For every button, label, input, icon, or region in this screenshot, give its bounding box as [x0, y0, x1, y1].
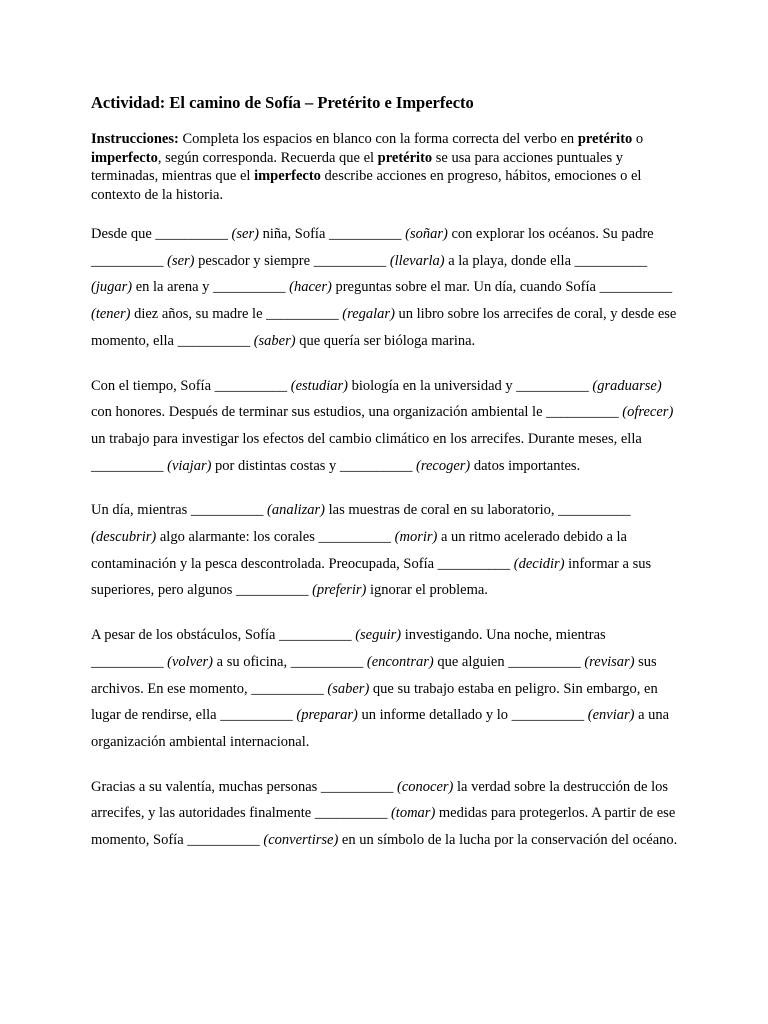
instructions-text: describe acciones en progreso, hábitos, emociones o el contexto de la historia.	[91, 168, 642, 203]
story-paragraph	[91, 497, 681, 604]
answer-blank[interactable]: __________	[251, 680, 324, 697]
verb-hint: (saber)	[327, 680, 370, 697]
story-text: sus archivos. En ese momento,	[91, 653, 657, 697]
story-text: niña, Sofía	[258, 226, 330, 242]
story-paragraph	[91, 373, 681, 480]
instructions-text: se usa para acciones puntuales y terminadas, mientras que el	[91, 149, 623, 184]
story-paragraph	[91, 774, 681, 854]
instructions-text: , según corresponda. Recuerda que el	[157, 149, 378, 166]
verb-hint: (tener)	[91, 306, 131, 323]
story-text: investigando. Una noche, mientras	[401, 627, 606, 644]
story-text: que su trabajo estaba en peligro. Sin embargo, en lugar de rendirse, ella	[91, 680, 658, 724]
story-text: un informe detallado y lo	[357, 707, 512, 724]
story-text: Con el tiempo, Sofía	[91, 377, 215, 394]
verb-hint: (analizar)	[267, 502, 325, 519]
story-text: biología en la universidad y	[347, 377, 517, 394]
answer-blank[interactable]: __________	[320, 778, 394, 795]
answer-blank[interactable]: __________	[187, 832, 260, 849]
worksheet-page	[91, 92, 681, 854]
story-paragraph	[91, 622, 681, 756]
instructions-keyword: imperfecto	[254, 168, 321, 184]
answer-blank[interactable]: __________	[91, 653, 164, 670]
page-title: Actividad: El camino de Sofía – Pretérito e Imperfecto	[91, 93, 474, 112]
story-text: algo alarmante: los corales	[156, 529, 319, 546]
verb-hint: (decidir)	[513, 555, 565, 572]
answer-blank[interactable]: __________	[339, 457, 413, 474]
story-text: ignorar el problema.	[366, 582, 488, 599]
answer-blank[interactable]: __________	[558, 502, 631, 519]
instructions	[91, 130, 681, 204]
story-text: Gracias a su valentía, muchas personas	[91, 778, 321, 795]
answer-blank[interactable]: __________	[91, 457, 164, 474]
verb-hint: (tomar)	[390, 805, 436, 822]
story-text: preguntas sobre el mar. Un día, cuando Sofía	[331, 279, 600, 296]
instructions-label: Instrucciones:	[91, 131, 179, 147]
verb-hint: (conocer)	[397, 778, 454, 795]
answer-blank[interactable]: __________	[177, 332, 251, 349]
instructions-keyword: pretérito	[377, 149, 433, 166]
verb-hint: (preparar)	[296, 707, 358, 724]
story-text: un trabajo para investigar los efectos del cambio climático en los arrecifes. Durante meses, ella	[91, 430, 642, 447]
answer-blank[interactable]: __________	[155, 226, 228, 242]
verb-hint: (regalar)	[342, 306, 395, 323]
verb-hint: (preferir)	[312, 582, 367, 599]
verb-hint: (morir)	[394, 529, 438, 546]
verb-hint: (ofrecer)	[622, 404, 674, 421]
verb-hint: (hacer)	[289, 279, 332, 296]
answer-blank[interactable]: __________	[91, 252, 164, 269]
answer-blank[interactable]: __________	[235, 582, 309, 599]
verb-hint: (revisar)	[584, 653, 635, 670]
verb-hint: (saber)	[253, 332, 296, 349]
verb-hint: (seguir)	[355, 627, 402, 644]
answer-blank[interactable]: __________	[546, 404, 619, 421]
story-text: a la playa, donde ella	[444, 252, 575, 269]
story-text: Desde que	[91, 226, 156, 242]
story-text: a un ritmo acelerado debido a la contaminación y la pesca descontrolada. Preocupada, Sofía	[91, 529, 627, 572]
story-body	[91, 221, 681, 854]
verb-hint: (ser)	[231, 226, 259, 242]
instructions-keyword: pretérito	[577, 131, 633, 147]
story-text: en la arena y	[132, 279, 214, 296]
answer-blank[interactable]: __________	[213, 279, 286, 296]
answer-blank[interactable]: __________	[329, 226, 402, 242]
answer-blank[interactable]: __________	[516, 377, 589, 394]
story-paragraph	[91, 221, 681, 355]
answer-blank[interactable]: __________	[266, 306, 339, 323]
answer-blank[interactable]: __________	[279, 627, 352, 644]
verb-hint: (estudiar)	[290, 377, 348, 394]
story-text: por distintas costas y	[211, 457, 340, 474]
story-text: informar a sus superiores, pero algunos	[91, 555, 652, 599]
answer-blank[interactable]: __________	[214, 377, 288, 394]
verb-hint: (encontrar)	[366, 653, 434, 670]
story-text: a su oficina,	[213, 653, 291, 670]
story-text: A pesar de los obstáculos, Sofía	[91, 627, 280, 644]
story-text: Un día, mientras	[91, 502, 191, 519]
story-text: con explorar los océanos. Su padre	[447, 226, 654, 242]
story-text: datos importantes.	[470, 457, 581, 474]
answer-blank[interactable]: __________	[599, 279, 673, 296]
answer-blank[interactable]: __________	[437, 555, 511, 572]
verb-hint: (volver)	[167, 653, 214, 670]
story-text: un libro sobre los arrecifes de coral, y desde ese momento, ella	[91, 306, 677, 349]
answer-blank[interactable]: __________	[220, 707, 293, 724]
story-text: a una organización ambiental internacional.	[91, 707, 670, 750]
instructions-text: Completa los espacios en blanco con la forma correcta del verbo en	[178, 131, 578, 147]
verb-hint: (soñar)	[405, 226, 448, 242]
answer-blank[interactable]: __________	[318, 529, 392, 546]
verb-hint: (ser)	[167, 252, 195, 269]
story-text: con honores. Después de terminar sus estudios, una organización ambiental le	[91, 404, 547, 421]
answer-blank[interactable]: __________	[574, 252, 648, 269]
verb-hint: (graduarse)	[592, 377, 662, 394]
story-text: diez años, su madre le	[130, 306, 267, 323]
verb-hint: (recoger)	[416, 457, 471, 474]
verb-hint: (jugar)	[91, 279, 133, 296]
verb-hint: (descubrir)	[91, 529, 157, 546]
answer-blank[interactable]: __________	[511, 707, 585, 724]
verb-hint: (llevarla)	[389, 252, 445, 269]
story-text: en un símbolo de la lucha por la conservación del océano.	[338, 832, 678, 849]
answer-blank[interactable]: __________	[508, 653, 581, 670]
answer-blank[interactable]: __________	[314, 805, 388, 822]
instructions-keyword: imperfecto	[91, 149, 158, 166]
story-text: que quería ser bióloga marina.	[295, 332, 476, 349]
verb-hint: (viajar)	[167, 457, 212, 474]
answer-blank[interactable]: __________	[290, 653, 364, 670]
story-text: pescador y siempre	[194, 252, 314, 269]
story-text: que alguien	[433, 653, 509, 670]
story-text: medidas para protegerlos. A partir de ese momento, Sofía	[91, 805, 676, 849]
story-text: la verdad sobre la destrucción de los arrecifes, y las autoridades finalmente	[91, 778, 668, 822]
answer-blank[interactable]: __________	[313, 252, 387, 269]
story-text: las muestras de coral en su laboratorio,	[325, 502, 559, 519]
verb-hint: (convertirse)	[263, 832, 339, 849]
instructions-text: o	[632, 131, 644, 147]
verb-hint: (enviar)	[587, 707, 635, 724]
answer-blank[interactable]: __________	[190, 502, 264, 519]
